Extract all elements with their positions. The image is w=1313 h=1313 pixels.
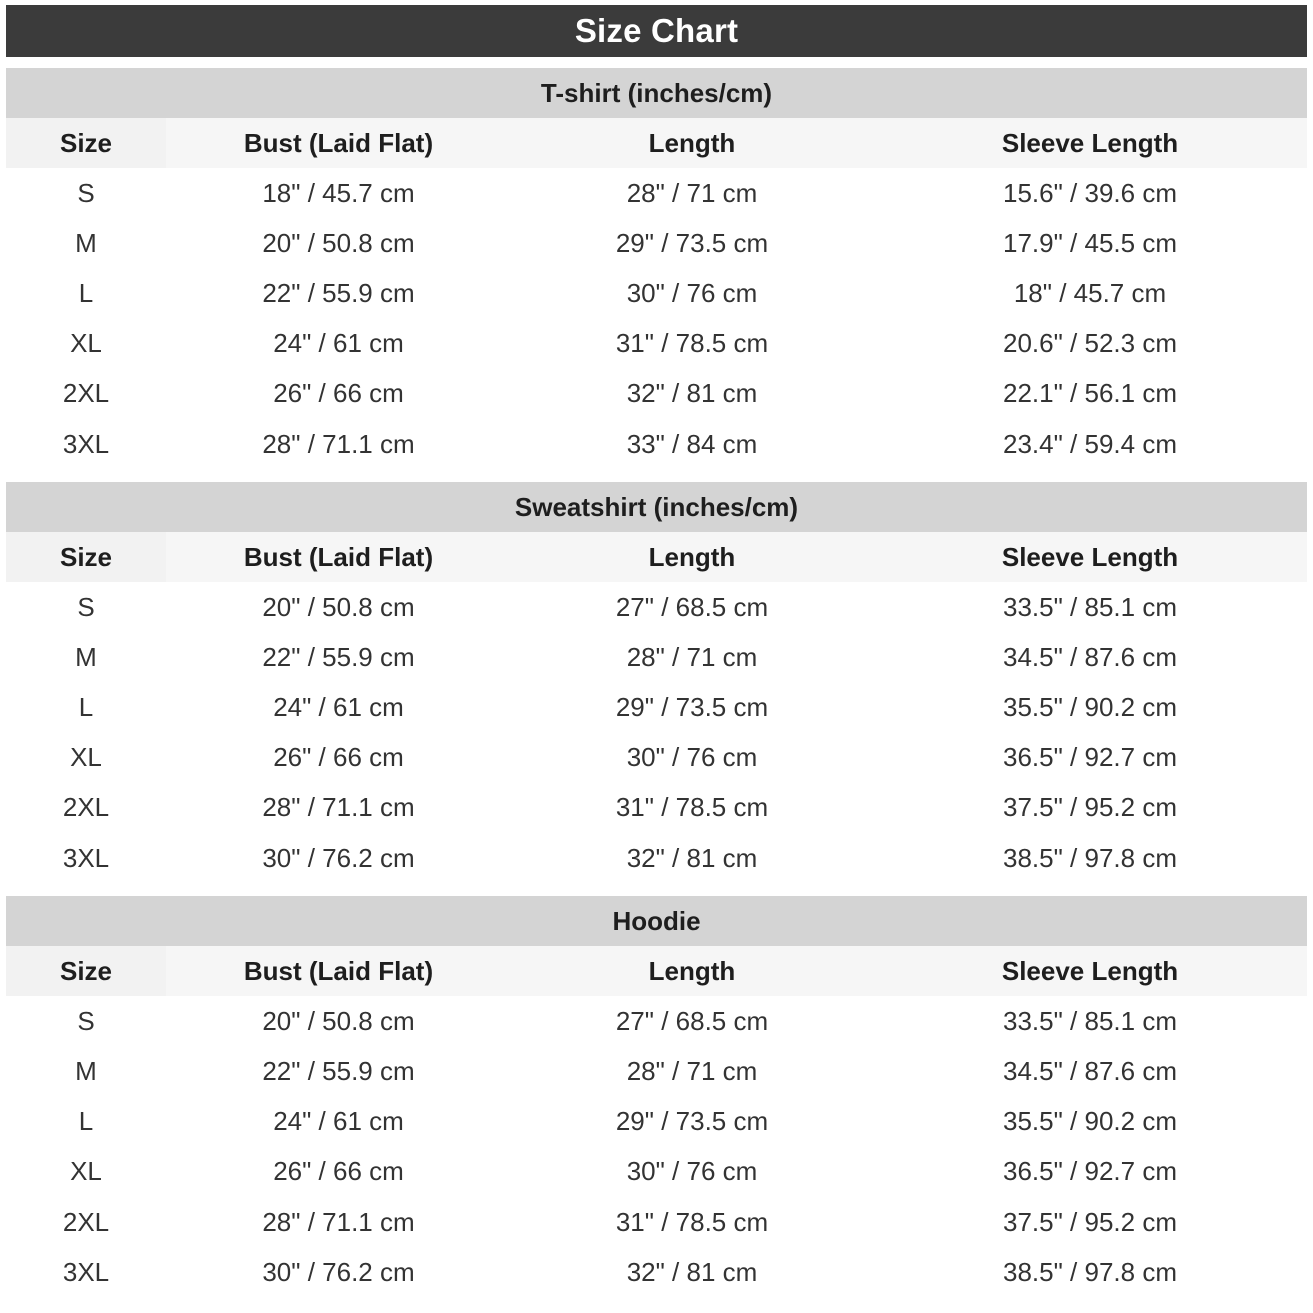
bust-cell: 28" / 71.1 cm (262, 792, 415, 823)
sleeve-cell: 33.5" / 85.1 cm (1003, 1005, 1177, 1036)
length-cell: 29" / 73.5 cm (615, 692, 769, 723)
table-row (6, 268, 1307, 318)
size-cell: M (75, 227, 97, 258)
header-sleeve: Sleeve Length (1001, 127, 1179, 158)
length-cell: 30" / 76 cm (626, 277, 758, 308)
chart-title: Size Chart (6, 5, 1307, 57)
bust-cell: 20" / 50.8 cm (262, 1005, 415, 1036)
size-cell: XL (70, 328, 102, 359)
size-cell: 2XL (62, 378, 110, 409)
table-row (6, 996, 1307, 1046)
table-row (6, 168, 1307, 218)
bust-cell: 28" / 71.1 cm (262, 428, 415, 459)
table-row (6, 1147, 1307, 1197)
length-cell: 32" / 81 cm (626, 842, 758, 873)
table-row (6, 582, 1307, 632)
header-length: Length (648, 541, 736, 572)
length-cell: 30" / 76 cm (626, 742, 758, 773)
table-row (6, 419, 1307, 469)
bust-cell: 22" / 55.9 cm (262, 1056, 415, 1087)
header-bust: Bust (Laid Flat) (243, 955, 434, 986)
section-title: Hoodie (6, 896, 1307, 946)
size-cell: 2XL (62, 1206, 110, 1237)
length-cell: 31" / 78.5 cm (615, 1206, 769, 1237)
bust-cell: 28" / 71.1 cm (262, 1206, 415, 1237)
bust-cell: 20" / 50.8 cm (262, 227, 415, 258)
header-size: Size (6, 946, 166, 996)
size-cell: S (77, 591, 95, 622)
length-cell: 30" / 76 cm (626, 1156, 758, 1187)
section-title: T-shirt (inches/cm) (6, 68, 1307, 118)
sleeve-cell: 38.5" / 97.8 cm (1003, 842, 1177, 873)
length-cell: 31" / 78.5 cm (615, 328, 769, 359)
table-row (6, 1197, 1307, 1247)
length-cell: 29" / 73.5 cm (615, 1106, 769, 1137)
sleeve-cell: 23.4" / 59.4 cm (1003, 428, 1177, 459)
table-row (6, 733, 1307, 783)
size-chart (6, 5, 1307, 1297)
bust-cell: 30" / 76.2 cm (262, 1256, 415, 1287)
table-row (6, 1097, 1307, 1147)
size-section-sweatshirt (6, 482, 1307, 883)
length-cell: 28" / 71 cm (626, 177, 758, 208)
table-row (6, 369, 1307, 419)
sleeve-cell: 15.6" / 39.6 cm (1003, 177, 1177, 208)
sleeve-cell: 17.9" / 45.5 cm (1003, 227, 1177, 258)
size-section-hoodie (6, 896, 1307, 1297)
sleeve-cell: 33.5" / 85.1 cm (1003, 591, 1177, 622)
header-length: Length (648, 127, 736, 158)
size-cell: XL (70, 1156, 102, 1187)
length-cell: 33" / 84 cm (626, 428, 758, 459)
header-sleeve: Sleeve Length (1001, 955, 1179, 986)
table-row (6, 683, 1307, 733)
bust-cell: 20" / 50.8 cm (262, 591, 415, 622)
size-cell: 3XL (62, 1256, 110, 1287)
sleeve-cell: 34.5" / 87.6 cm (1003, 641, 1177, 672)
header-size: Size (6, 532, 166, 582)
table-row (6, 783, 1307, 833)
length-cell: 28" / 71 cm (626, 1056, 758, 1087)
bust-cell: 26" / 66 cm (273, 1156, 404, 1187)
size-cell: S (77, 177, 95, 208)
length-cell: 32" / 81 cm (626, 1256, 758, 1287)
size-cell: 2XL (62, 792, 110, 823)
bust-cell: 24" / 61 cm (273, 692, 404, 723)
header-row (6, 118, 1307, 168)
size-cell: M (75, 1056, 97, 1087)
spacer (6, 883, 1307, 896)
bust-cell: 22" / 55.9 cm (262, 277, 415, 308)
sleeve-cell: 38.5" / 97.8 cm (1003, 1256, 1177, 1287)
header-size: Size (6, 118, 166, 168)
sleeve-cell: 34.5" / 87.6 cm (1003, 1056, 1177, 1087)
sleeve-cell: 36.5" / 92.7 cm (1003, 742, 1177, 773)
length-cell: 32" / 81 cm (626, 378, 758, 409)
length-cell: 31" / 78.5 cm (615, 792, 769, 823)
header-row (6, 946, 1307, 996)
sleeve-cell: 37.5" / 95.2 cm (1003, 1206, 1177, 1237)
length-cell: 28" / 71 cm (626, 641, 758, 672)
spacer (6, 469, 1307, 482)
length-cell: 27" / 68.5 cm (615, 591, 769, 622)
header-length: Length (648, 955, 736, 986)
header-row (6, 532, 1307, 582)
size-section-tshirt (6, 68, 1307, 469)
size-cell: 3XL (62, 842, 110, 873)
sleeve-cell: 20.6" / 52.3 cm (1003, 328, 1177, 359)
sleeve-cell: 35.5" / 90.2 cm (1003, 1106, 1177, 1137)
length-cell: 27" / 68.5 cm (615, 1005, 769, 1036)
size-cell: L (78, 277, 94, 308)
size-cell: S (77, 1005, 95, 1036)
table-row (6, 833, 1307, 883)
length-cell: 29" / 73.5 cm (615, 227, 769, 258)
size-cell: L (78, 692, 94, 723)
table-row (6, 218, 1307, 268)
sleeve-cell: 35.5" / 90.2 cm (1003, 692, 1177, 723)
table-row (6, 1247, 1307, 1297)
bust-cell: 30" / 76.2 cm (262, 842, 415, 873)
size-cell: 3XL (62, 428, 110, 459)
size-cell: L (78, 1106, 94, 1137)
bust-cell: 18" / 45.7 cm (262, 177, 415, 208)
sleeve-cell: 22.1" / 56.1 cm (1003, 378, 1177, 409)
header-bust: Bust (Laid Flat) (243, 541, 434, 572)
table-row (6, 632, 1307, 682)
header-bust: Bust (Laid Flat) (243, 127, 434, 158)
size-cell: M (75, 641, 97, 672)
spacer (6, 57, 1307, 68)
bust-cell: 24" / 61 cm (273, 328, 404, 359)
sleeve-cell: 18" / 45.7 cm (1013, 277, 1167, 308)
section-title: Sweatshirt (inches/cm) (6, 482, 1307, 532)
header-sleeve: Sleeve Length (1001, 541, 1179, 572)
table-row (6, 319, 1307, 369)
bust-cell: 24" / 61 cm (273, 1106, 404, 1137)
bust-cell: 22" / 55.9 cm (262, 641, 415, 672)
bust-cell: 26" / 66 cm (273, 742, 404, 773)
sleeve-cell: 36.5" / 92.7 cm (1003, 1156, 1177, 1187)
sleeve-cell: 37.5" / 95.2 cm (1003, 792, 1177, 823)
bust-cell: 26" / 66 cm (273, 378, 404, 409)
size-cell: XL (70, 742, 102, 773)
table-row (6, 1046, 1307, 1096)
